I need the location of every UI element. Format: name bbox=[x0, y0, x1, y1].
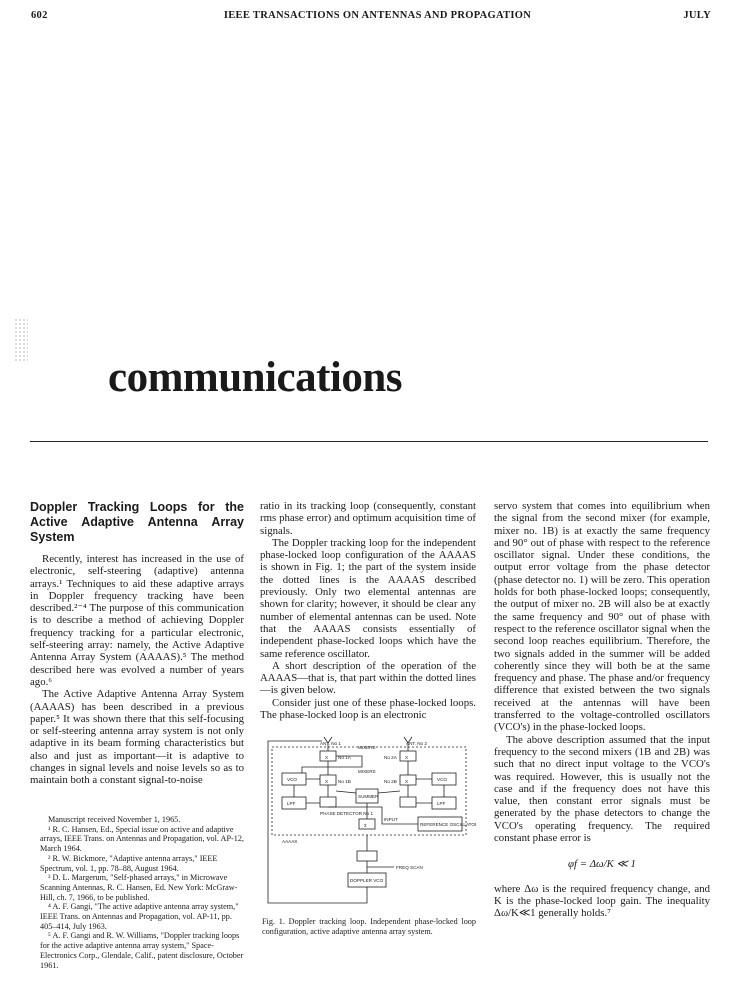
label-lpf1: LPF bbox=[287, 801, 296, 806]
label-sum: Σ bbox=[364, 823, 367, 828]
footnote: ¹ R. C. Hansen, Ed., Special issue on active and adaptive arrays, IEEE Trans. on Antennas and Propagation, vol. AP-12, March 1964. bbox=[40, 824, 244, 854]
label-mix2a: No 2A bbox=[384, 755, 397, 760]
label-ant1: ANT. No 1 bbox=[320, 741, 341, 746]
label-mix1a: No 1A bbox=[338, 755, 351, 760]
label-mix1b: No 1B bbox=[338, 779, 351, 784]
paragraph: servo system that comes into equilibrium when the signal from the second mixer (for example, mixer no. 1B) is at exactly the same frequency and 90° out of phase with respect to the reference oscillator signal. Under these conditions, the output error voltage from the phase detector (phase detector no. 1) will be zero. This operation holds for both phase-locked loops; consequently, the output of mixer no. 2B will also be at exactly the same frequency and 90° out of phase with respect to the reference oscillator signal when the second loop reaches equilibrium. Therefore, the two signals added in the summer will be added coherently since they will both be at the same frequency and phase. The phase and/or frequency difference that existed between the two signals received at the antennas will have been transferred to the voltage-controlled oscillators (VCO's) in the phase-locked loops. bbox=[494, 500, 710, 734]
equation: φf = Δω/K ≪ 1 bbox=[568, 858, 636, 871]
label-mixers-mid: MIXERS bbox=[358, 769, 376, 774]
label-x2b: X bbox=[405, 779, 409, 784]
label-input: INPUT bbox=[384, 817, 398, 822]
lpf-external bbox=[357, 851, 377, 861]
paragraph: ratio in its tracking loop (consequently, constant rms phase error) and optimum acquisition time of signals. bbox=[260, 500, 476, 537]
label-vco2: VCO bbox=[437, 777, 447, 782]
label-freq-scan: FREQ SCAN bbox=[396, 865, 423, 870]
phase-detector-1 bbox=[320, 797, 336, 807]
label-x1a: X bbox=[325, 755, 329, 760]
section-rule bbox=[30, 441, 708, 442]
block-diagram bbox=[262, 735, 476, 913]
label-lpf2: LPF bbox=[437, 801, 446, 806]
article-title: Doppler Tracking Loops for the Active Adaptive Antenna Array System bbox=[30, 500, 244, 544]
footnotes bbox=[40, 815, 244, 970]
footnote: ² R. W. Bickmore, "Adaptive antenna arrays," IEEE Spectrum, vol. 1, pp. 78–88, August 1964. bbox=[40, 853, 218, 873]
footnote: ⁵ A. F. Gangi and R. W. Williams, "Doppler tracking loops for the active adaptive antenna array system," Space-Electronics Corp., Glendale, Calif., patent disclosure, October 1961. bbox=[40, 931, 244, 970]
phase-detector-2 bbox=[400, 797, 416, 807]
label-summer: SUMMER bbox=[358, 794, 379, 799]
footnote: ³ D. L. Margerum, "Self-phased arrays," in Microwave Scanning Antennas, R. C. Hansen, Ed. New York: McGraw-Hill, ch. 7, 1966, to be published. bbox=[40, 873, 238, 902]
label-vco1: VCO bbox=[287, 777, 297, 782]
issue-month: JULY bbox=[683, 10, 711, 21]
label-doppler-vco: DOPPLER VCO bbox=[350, 878, 384, 883]
label-mixers-top: MIXERS bbox=[358, 745, 376, 750]
label-ref-osc: REFERENCE OSCILLATOR bbox=[420, 822, 476, 827]
paragraph: The above description assumed that the input frequency to the second mixers (1B and 2B) was such that no direct input voltage to the VCO's was required. However, this is usually not the case and if the frequency does not have this value, then constant error signals must be generated by the phase detectors to change the VCO's operating frequency. The required constant phase error is bbox=[494, 733, 710, 845]
figure-caption: Fig. 1. Doppler tracking loop. Independent phase-locked loop configuration, active adaptive antenna array system. bbox=[262, 917, 476, 936]
label-mix2b: No 2B bbox=[384, 779, 397, 784]
paragraph: Recently, interest has increased in the use of electronic, self-steering (adaptive) antenna arrays.¹ Techniques to aid these adaptive arrays in Doppler frequency tracking have been described.²⁻⁴ The purpose of this communication is to describe a method of achieving Doppler frequency tracking for a particular electronic, self-steering array: namely, the Active Adaptive Antenna Array System (AAAAS).⁵ The method described here was evolved a number of years ago.⁶ bbox=[30, 553, 244, 688]
column-1 bbox=[30, 500, 244, 787]
mixer-external bbox=[359, 819, 375, 829]
label-x2a: X bbox=[405, 755, 409, 760]
column-2 bbox=[260, 500, 476, 721]
label-x1b: X bbox=[325, 779, 329, 784]
section-title: communications bbox=[108, 354, 402, 401]
footnote: ⁴ A. F. Gangi, "The active adaptive antenna array system," IEEE Trans. on Antennas and Propagation, vol. AP-11, pp. 405–414, July 1963. bbox=[40, 902, 239, 931]
footnote: Manuscript received November 1, 1965. bbox=[48, 815, 181, 824]
journal-title: IEEE TRANSACTIONS ON ANTENNAS AND PROPAGATION bbox=[223, 10, 532, 21]
paragraph: The Active Adaptive Antenna Array System (AAAAS) has been described in a previous paper.⁵ It was shown there that this self-focusing or self-steering antenna array system is not only adaptive in its beam forming characteristics but also and just as important—it is adaptive to changes in signal levels and noise levels so as to maintain both a constant signal-to-noise bbox=[30, 688, 244, 787]
paragraph: Consider just one of these phase-locked loops. The phase-locked loop is an electronic bbox=[260, 696, 476, 722]
paragraph: A short description of the operation of the AAAAS—that is, that part within the dotted lines—is given below. bbox=[260, 659, 476, 697]
figure-1 bbox=[262, 735, 476, 913]
column-3 bbox=[494, 500, 710, 920]
label-phase-det: PHASE DETECTOR No 1 bbox=[320, 811, 374, 816]
label-ant2: ANT. No 2 bbox=[406, 741, 427, 746]
page-number: 602 bbox=[31, 10, 48, 21]
scan-speckle bbox=[14, 318, 28, 362]
paragraph: where Δω is the required frequency change, and K is the phase-locked loop gain. The inequality Δω/K≪1 generally holds.⁷ bbox=[494, 882, 710, 920]
paragraph: The Doppler tracking loop for the independent phase-locked loop configuration of the AAAAS is shown in Fig. 1; the part of the system inside the dotted lines is the AAAAS described previously. Only two elemental antennas are shown for clarity; however, it should be clear any number of elemental antennas can be used. Note that the AAAAS consists essentially of independent phase-locked loops which have the same reference oscillator. bbox=[260, 536, 476, 660]
label-aaaas: AAAAS bbox=[282, 839, 298, 844]
